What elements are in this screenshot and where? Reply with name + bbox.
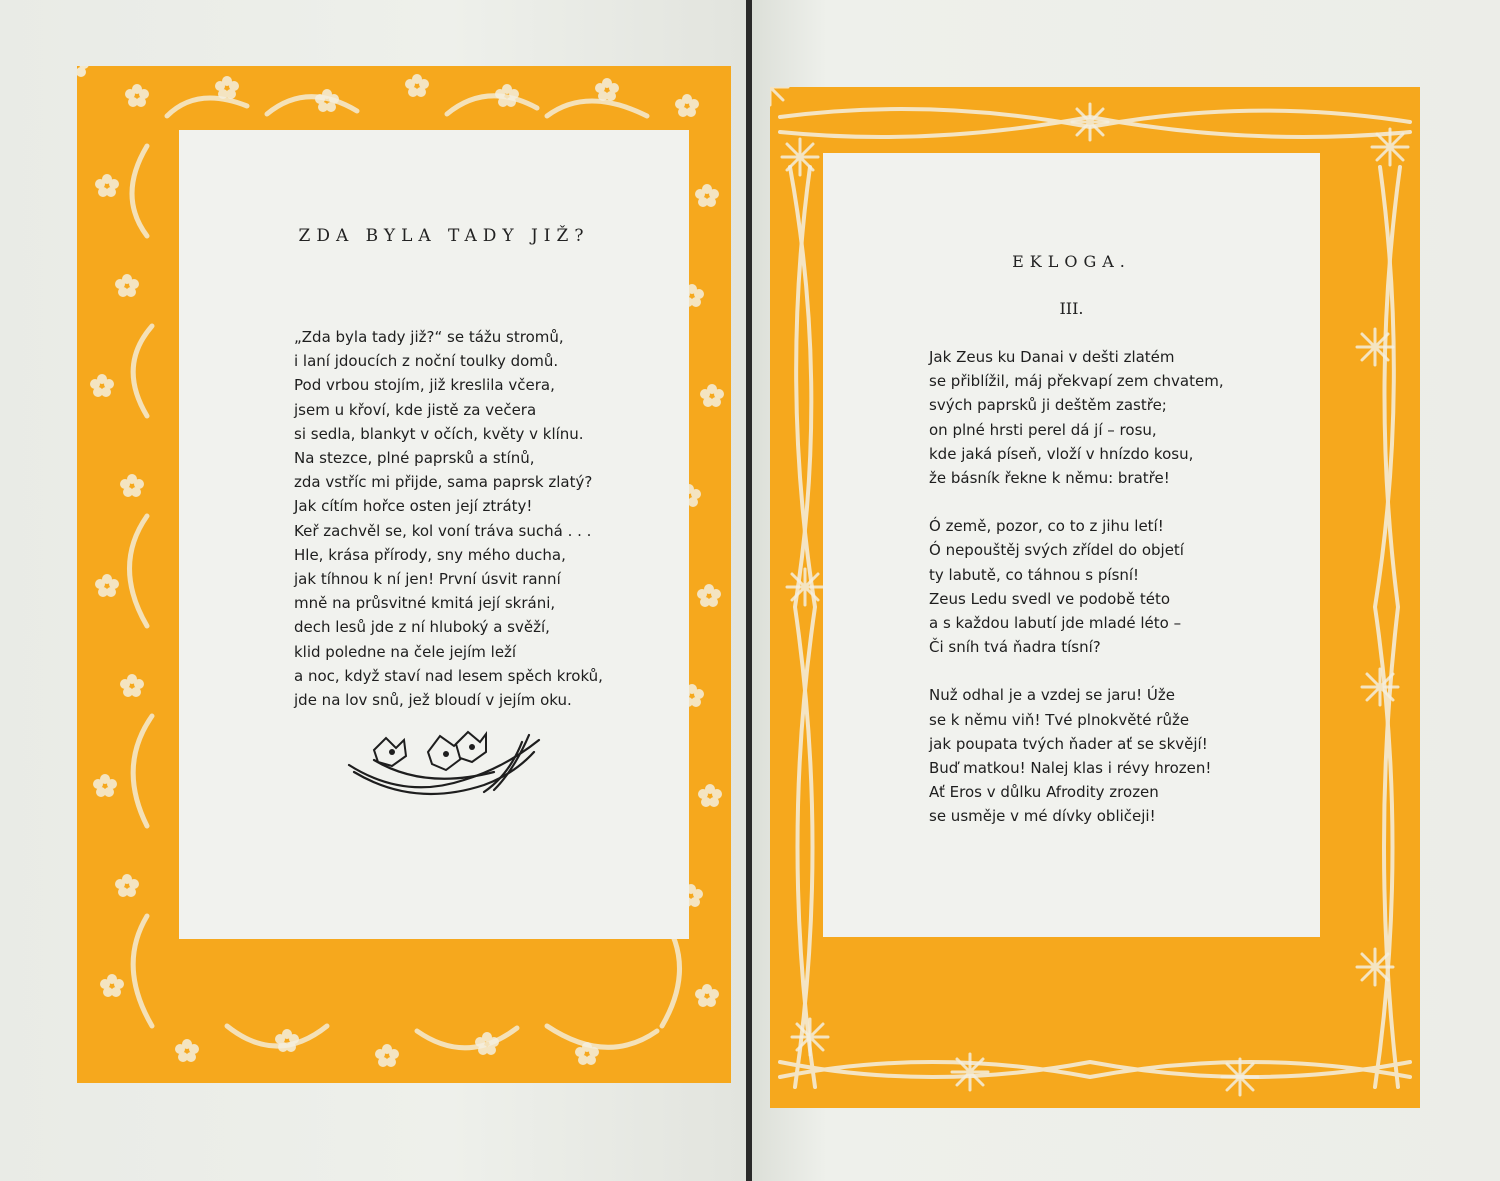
poem-line: Pod vrbou stojím, již kreslila včera, [294, 376, 555, 395]
poem-line: se usměje v mé dívky obličeji! [929, 807, 1156, 826]
stanza [929, 514, 1224, 659]
poem-line: Jak Zeus ku Danai v dešti zlatém [929, 348, 1175, 366]
poem-line: „Zda byla tady již?“ se tážu stromů, [294, 328, 564, 346]
poem-line: zda vstříc mi přijde, sama paprsk zlatý? [294, 473, 593, 492]
stanza [929, 345, 1224, 490]
poem-line: jsem u křoví, kde jistě za večera [294, 400, 537, 419]
poem-line: Ať Eros v důlku Afrodity zrozen [929, 783, 1159, 802]
right-text-panel [823, 153, 1320, 937]
poem-line: Buď matkou! Nalej klas i révy hrozen! [929, 759, 1212, 778]
poem-line: Nuž odhal je a vzdej se jaru! Úže [929, 686, 1175, 705]
poem-line: jde na lov snů, jež bloudí v jejím oku. [294, 691, 572, 710]
poem-line: mně na průsvitné kmitá její skráni, [294, 594, 556, 613]
left-text-panel [179, 130, 689, 939]
left-page [0, 0, 748, 1181]
poem-line: svých paprsků ji deštěm zastře; [929, 396, 1167, 415]
poem-line: kde jaká píseň, vloží v hnízdo kosu, [929, 444, 1194, 463]
poem-line: se k němu viň! Tvé plnokvěté růže [929, 710, 1190, 729]
right-page [752, 0, 1500, 1181]
poem-line: Ó nepouštěj svých zřídel do objetí [929, 541, 1184, 560]
page-title: EKLOGA. [1012, 252, 1131, 271]
poem-line: ty labutě, co táhnou s písní! [929, 565, 1140, 584]
poem-line: a s každou labutí jde mladé léto – [929, 614, 1182, 633]
poem-line: Zeus Ledu svedl ve podobě této [929, 589, 1171, 608]
poem-line: Či sníh tvá ňadra tísní? [929, 638, 1101, 657]
poem-line: si sedla, blankyt v očích, květy v klínu. [294, 424, 584, 443]
poem-line: klid poledne na čele jejím leží [294, 642, 517, 661]
poem-line: dech lesů jde z ní hluboký a svěží, [294, 618, 550, 637]
poem-line: on plné hrsti perel dá jí – rosu, [929, 420, 1157, 439]
flower-vignette-icon [344, 730, 544, 802]
section-number: III. [1059, 299, 1084, 318]
poem-line: a noc, když staví nad lesem spěch kroků, [294, 666, 603, 685]
floral-border-left [77, 66, 731, 1083]
poem-line: jak poupata tvých ňader ať se skvějí! [929, 734, 1208, 753]
poem-line: Na stezce, plné paprsků a stínů, [294, 449, 535, 468]
poem-line: Hle, krása přírody, sny mého ducha, [294, 545, 566, 564]
page-title: ZDA BYLA TADY JIŽ? [298, 226, 590, 246]
poem-right [929, 345, 1224, 853]
poem-line: Ó země, pozor, co to z jihu letí! [929, 517, 1164, 536]
poem-line: že básník řekne k němu: bratře! [929, 469, 1170, 488]
leaf-border-right [770, 87, 1420, 1108]
poem-left [294, 325, 603, 712]
poem-line: se přiblížil, máj překvapí zem chvatem, [929, 372, 1224, 391]
poem-line: i laní jdoucích z noční toulky domů. [294, 352, 559, 371]
stanza [929, 683, 1224, 828]
poem-line: Jak cítím hořce osten její ztráty! [294, 497, 533, 516]
poem-line: jak tíhnou k ní jen! První úsvit ranní [294, 570, 561, 589]
poem-line: Keř zachvěl se, kol voní tráva suchá . . . [294, 521, 592, 540]
